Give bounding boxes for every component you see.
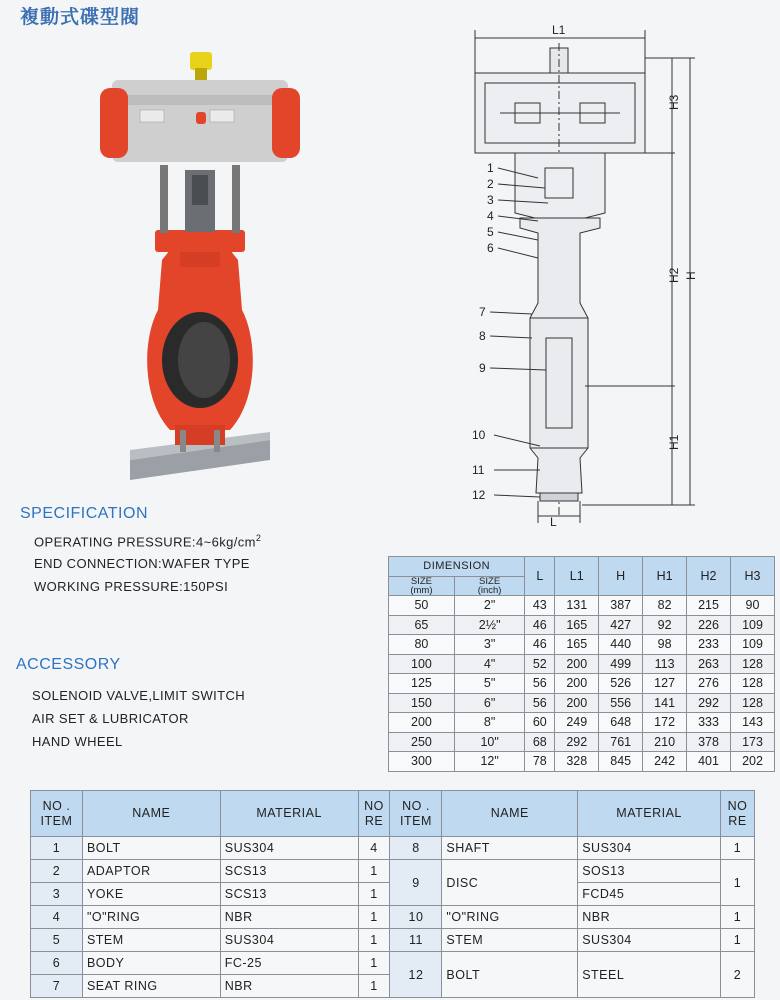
- table-row: [389, 693, 775, 713]
- dimension-cell: 127: [643, 674, 687, 694]
- dimension-cell: 292: [687, 693, 731, 713]
- dimension-cell: 46: [525, 635, 555, 655]
- part-label: 12: [472, 488, 486, 502]
- size-mm-cell: 50: [389, 596, 455, 616]
- table-row: [389, 615, 775, 635]
- dimension-cell: 427: [599, 615, 643, 635]
- accessory-item: AIR SET & LUBRICATOR: [32, 711, 189, 726]
- size-inch-cell: 12": [454, 752, 524, 772]
- accessory-item: SOLENOID VALVE,LIMIT SWITCH: [32, 688, 246, 703]
- dimension-cell: 82: [643, 596, 687, 616]
- dimension-cell: 215: [687, 596, 731, 616]
- dimension-cell: 387: [599, 596, 643, 616]
- dimension-cell: 56: [525, 693, 555, 713]
- table-row: [389, 752, 775, 772]
- dimension-cell: 226: [687, 615, 731, 635]
- col-header: L1: [555, 557, 599, 596]
- dimension-cell: 401: [687, 752, 731, 772]
- nore-header: NO RE: [720, 791, 754, 837]
- part-label: 7: [479, 305, 486, 319]
- dimension-cell: 378: [687, 732, 731, 752]
- dimension-cell: 200: [555, 693, 599, 713]
- dimension-cell: 141: [643, 693, 687, 713]
- dimension-cell: 60: [525, 713, 555, 733]
- part-label: 10: [472, 428, 486, 442]
- dimension-cell: 242: [643, 752, 687, 772]
- size-inch-cell: 3": [454, 635, 524, 655]
- dimension-cell: 43: [525, 596, 555, 616]
- nore-header: NO RE: [358, 791, 390, 837]
- dim-H3: H3: [667, 94, 681, 110]
- part-label: 8: [479, 329, 486, 343]
- part-label: 1: [487, 161, 494, 175]
- spec-operating-pressure: OPERATING $PRESSURE:4\sim 6kg/cm^2$: [34, 533, 262, 550]
- table-row: [389, 654, 775, 674]
- part-label: 6: [487, 241, 494, 255]
- table-row: 4 "O"RING NBR 1 10 "O"RING NBR 1: [31, 906, 755, 929]
- name-header: NAME: [442, 791, 578, 837]
- dim-H: H: [684, 271, 698, 280]
- dimension-cell: 200: [555, 654, 599, 674]
- no-item-header: NO . ITEM: [31, 791, 83, 837]
- dimension-cell: 172: [643, 713, 687, 733]
- parts-table: [30, 790, 755, 998]
- dimension-cell: 46: [525, 615, 555, 635]
- dimension-cell: 52: [525, 654, 555, 674]
- size-inch-cell: 8": [454, 713, 524, 733]
- dimension-cell: 440: [599, 635, 643, 655]
- dimension-cell: 68: [525, 732, 555, 752]
- dimension-cell: 263: [687, 654, 731, 674]
- part-label: 5: [487, 225, 494, 239]
- page-title: 複動式碟型閥: [20, 6, 141, 28]
- dimension-cell: 328: [555, 752, 599, 772]
- dimension-cell: 143: [730, 713, 774, 733]
- dimension-cell: 128: [730, 693, 774, 713]
- size-inch-cell: 2½": [454, 615, 524, 635]
- dimension-cell: 128: [730, 674, 774, 694]
- dim-H2: H2: [667, 267, 681, 283]
- table-row: [389, 713, 775, 733]
- size-inch-cell: 4": [454, 654, 524, 674]
- dimension-cell: 98: [643, 635, 687, 655]
- col-header: L: [525, 557, 555, 596]
- dim-H1: H1: [667, 434, 681, 450]
- specification-heading: SPECIFICATION: [20, 505, 148, 522]
- col-header: H1: [643, 557, 687, 596]
- dimension-cell: 90: [730, 596, 774, 616]
- dimension-cell: 78: [525, 752, 555, 772]
- accessory-heading: ACCESSORY: [16, 656, 121, 673]
- col-header: H2: [687, 557, 731, 596]
- accessory-item: HAND WHEEL: [32, 734, 123, 749]
- size-inch-cell: 2": [454, 596, 524, 616]
- col-header: H: [599, 557, 643, 596]
- material-header: MATERIAL: [220, 791, 358, 837]
- dimension-cell: 92: [643, 615, 687, 635]
- table-row: 6 BODY FC-25 1 12 BOLT STEEL 2: [31, 952, 755, 975]
- dimension-table: [388, 556, 775, 772]
- table-row: 3 YOKE SCS13 1 FCD45: [31, 883, 755, 906]
- size-mm-cell: 65: [389, 615, 455, 635]
- table-row: [389, 674, 775, 694]
- dimension-header: DIMENSION: [389, 557, 525, 577]
- part-label: 2: [487, 177, 494, 191]
- dimension-cell: 526: [599, 674, 643, 694]
- size-mm-cell: 150: [389, 693, 455, 713]
- part-label: 3: [487, 193, 494, 207]
- size-mm-cell: 100: [389, 654, 455, 674]
- dimension-cell: 202: [730, 752, 774, 772]
- dimension-cell: 761: [599, 732, 643, 752]
- dimension-cell: 173: [730, 732, 774, 752]
- size-mm-cell: 200: [389, 713, 455, 733]
- no-item-header: NO . ITEM: [390, 791, 442, 837]
- size-mm-cell: 125: [389, 674, 455, 694]
- table-row: [389, 635, 775, 655]
- size-inch-cell: 6": [454, 693, 524, 713]
- dimension-cell: 845: [599, 752, 643, 772]
- dimension-cell: 648: [599, 713, 643, 733]
- table-row: [389, 732, 775, 752]
- table-row: 2 ADAPTOR SCS13 1 9 DISC SOS13 1: [31, 860, 755, 883]
- technical-drawing: [460, 18, 700, 528]
- spec-working-pressure: WORKING PRESSURE:150PSI: [34, 579, 229, 594]
- dimension-cell: 333: [687, 713, 731, 733]
- dimension-cell: 109: [730, 635, 774, 655]
- dimension-cell: 109: [730, 615, 774, 635]
- part-label: 11: [472, 463, 485, 477]
- size-mm-header: SIZE (mm): [389, 576, 455, 596]
- size-mm-cell: 250: [389, 732, 455, 752]
- part-label: 9: [479, 361, 486, 375]
- valve-photo: [100, 40, 300, 480]
- spec-end-connection: END CONNECTION:WAFER TYPE: [34, 556, 250, 571]
- col-header: H3: [730, 557, 774, 596]
- dimension-cell: 249: [555, 713, 599, 733]
- dimension-cell: 131: [555, 596, 599, 616]
- material-header: MATERIAL: [578, 791, 721, 837]
- size-inch-cell: 10": [454, 732, 524, 752]
- dimension-cell: 165: [555, 635, 599, 655]
- dimension-cell: 200: [555, 674, 599, 694]
- size-mm-cell: 300: [389, 752, 455, 772]
- size-mm-cell: 80: [389, 635, 455, 655]
- dimension-cell: 113: [643, 654, 687, 674]
- dim-L: L: [550, 515, 557, 528]
- dimension-cell: 276: [687, 674, 731, 694]
- dimension-cell: 499: [599, 654, 643, 674]
- table-row: 7 SEAT RING NBR 1: [31, 975, 755, 998]
- dimension-cell: 56: [525, 674, 555, 694]
- size-inch-cell: 5": [454, 674, 524, 694]
- dimension-cell: 165: [555, 615, 599, 635]
- table-row: [389, 596, 775, 616]
- table-row: 5 STEM SUS304 1 11 STEM SUS304 1: [31, 929, 755, 952]
- dimension-cell: 128: [730, 654, 774, 674]
- part-label: 4: [487, 209, 494, 223]
- dimension-cell: 210: [643, 732, 687, 752]
- dimension-cell: 233: [687, 635, 731, 655]
- name-header: NAME: [82, 791, 220, 837]
- table-row: 1 BOLT SUS304 4 8 SHAFT SUS304 1: [31, 837, 755, 860]
- size-inch-header: SIZE (inch): [454, 576, 524, 596]
- dimension-cell: 292: [555, 732, 599, 752]
- dim-L1: L1: [552, 23, 566, 37]
- dimension-cell: 556: [599, 693, 643, 713]
